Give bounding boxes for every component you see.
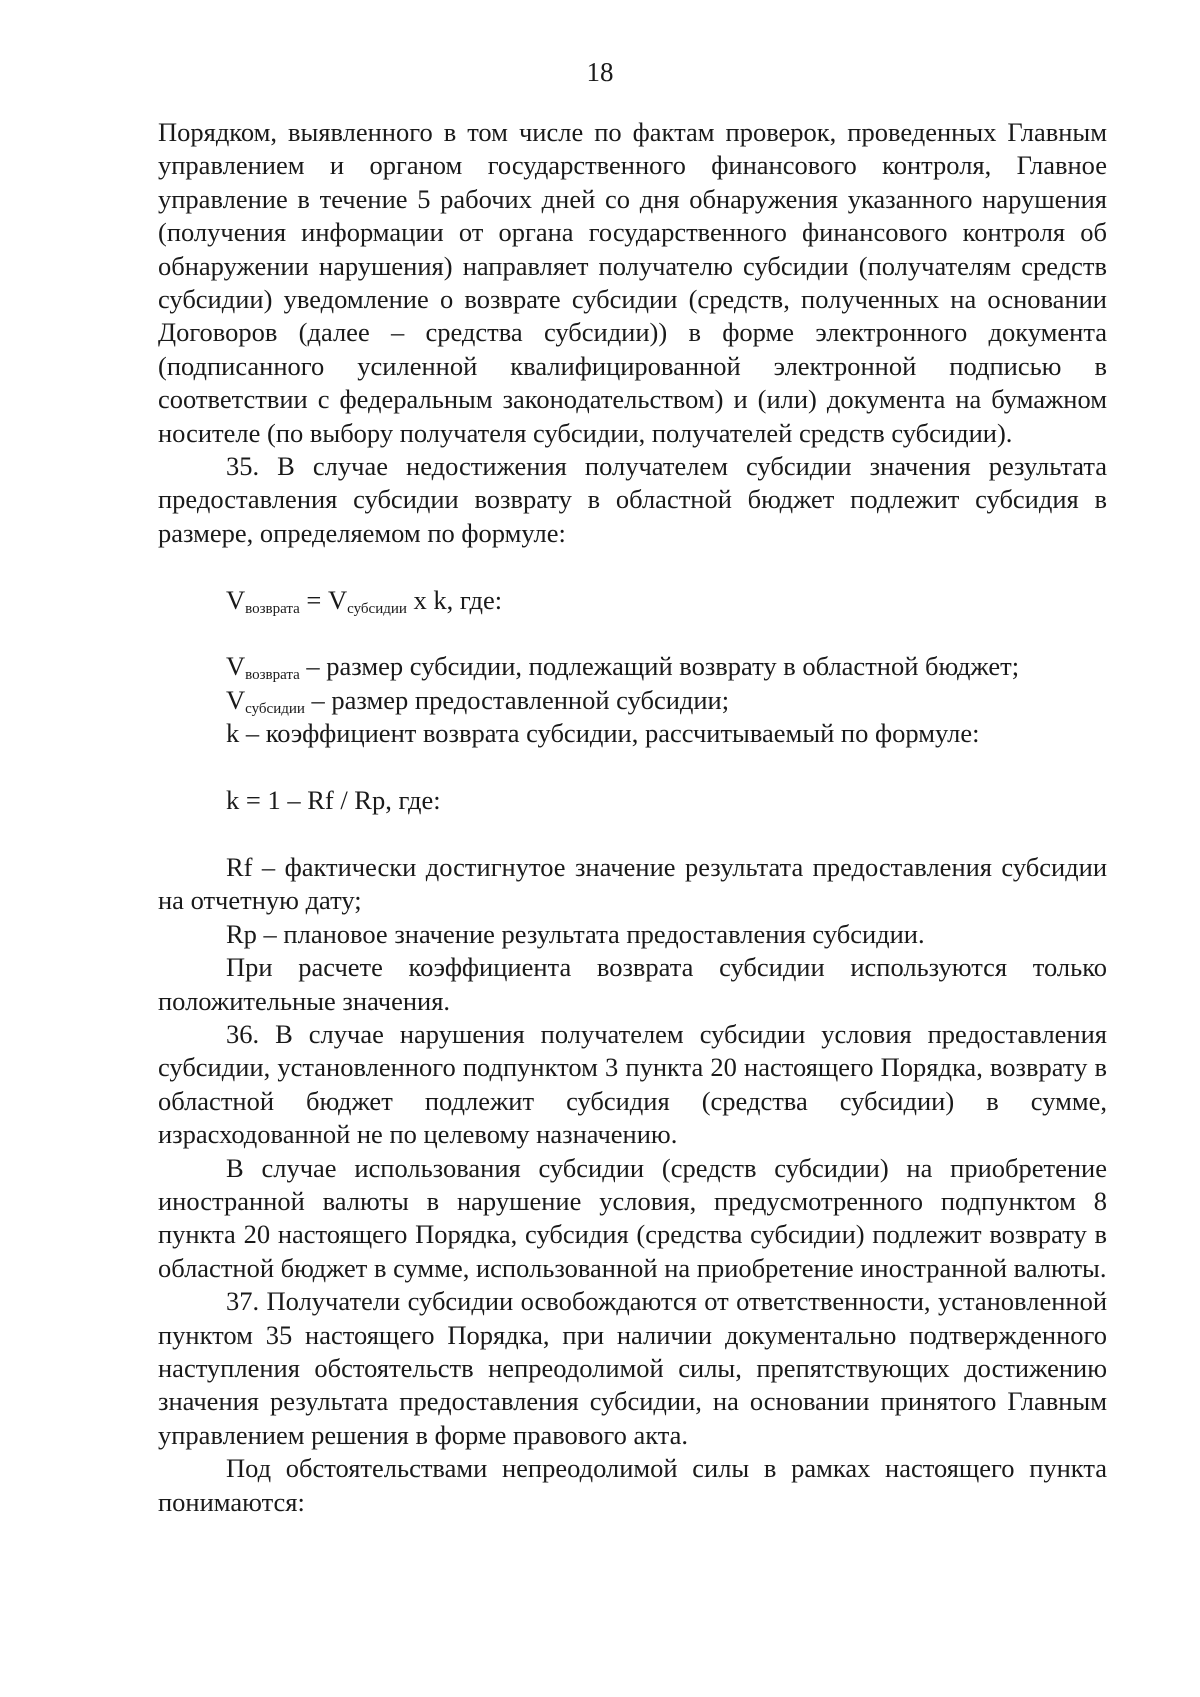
paragraph-foreign-currency: В случае использования субсидии (средств субсидии) на приобретение иностранной валюты в нарушение условия, предусмотренного подпунктом 8 пункта 20 настоящего Порядка, субсидия (средства субсидии) подлежит возврату в областной бюджет в сумме, использованной на приобретение иностранной валюты.: [158, 1152, 1107, 1283]
paragraph-continuation: Порядком, выявленного в том числе по фактам проверок, проведенных Главным управлением и органом государственного финансового контроля, Главное управление в течение 5 рабочих дней со дня обнаружения указанного нарушения (получения информации от органа государственного финансового контроля об обнаружении нарушения) направляет получателю субсидии (получателям средств субсидии) уведомление о возврате субсидии (средств, полученных на основании Договоров (далее – средства субсидии)) в форме электронного документа (подписанного усиленной квалифицированной электронной подписью в соответствии с федеральным законодательством) и (или) документа на бумажном носителе (по выбору получателя субсидии, получателей средств субсидии).: [158, 117, 1107, 448]
paragraph-force-majeure: Под обстоятельствами непреодолимой силы в рамках настоящего пункта понимаются:: [158, 1453, 1107, 1517]
definition-subscript-subsidy: субсидии: [245, 700, 305, 717]
formula-v: V: [226, 584, 246, 615]
page-number: 18: [586, 57, 614, 87]
definition-subscript-return: возврата: [245, 667, 300, 684]
definition-v-subsidy: [158, 684, 1107, 717]
document-body: [158, 116, 1107, 1519]
definition-text: – размер субсидии, подлежащий возврату в областной бюджет;: [299, 651, 1020, 682]
formula-k: k = 1 – Rf / Rp, где:: [226, 785, 441, 816]
formula-tail: x k, где:: [406, 584, 503, 615]
formula-return-amount: [158, 584, 1107, 617]
definition-k: k – коэффициент возврата субсидии, рассчитываемый по формуле:: [226, 718, 980, 749]
definition-v-return: [158, 650, 1107, 683]
paragraph-35: 35. В случае недостижения получателем субсидии значения результата предоставления субсидии возврату в областной бюджет подлежит субсидия в размере, определяемом по формуле:: [158, 451, 1107, 548]
formula-subscript-subsidy: субсидии: [347, 600, 407, 617]
paragraph-36: 36. В случае нарушения получателем субсидии условия предоставления субсидии, установленного подпунктом 3 пункта 20 настоящего Порядка, возврату в областной бюджет подлежит субсидия (средства субсидии) в сумме, израсходованной не по целевому назначению.: [158, 1018, 1107, 1150]
formula-equals-v: = V: [299, 584, 348, 615]
definition-v: V: [226, 684, 246, 715]
paragraph-37: 37. Получатели субсидии освобождаются от ответственности, установленной пунктом 35 настоящего Порядка, при наличии документально подтвержденного наступления обстоятельств непреодолимой силы, препятствующих достижению значения результата предоставления субсидии, на основании принятого Главным управлением решения в форме правового акта.: [158, 1286, 1107, 1450]
definition-v: V: [226, 651, 246, 682]
formula-subscript-return: возврата: [245, 600, 300, 617]
definition-text: – размер предоставленной субсидии;: [304, 684, 730, 715]
definition-rp: Rp – плановое значение результата предоставления субсидии.: [226, 918, 925, 949]
definition-rf: Rf – фактически достигнутое значение результата предоставления субсидии на отчетную дату;: [158, 851, 1107, 916]
paragraph-positive-values: При расчете коэффициента возврата субсидии используются только положительные значения.: [158, 952, 1107, 1016]
